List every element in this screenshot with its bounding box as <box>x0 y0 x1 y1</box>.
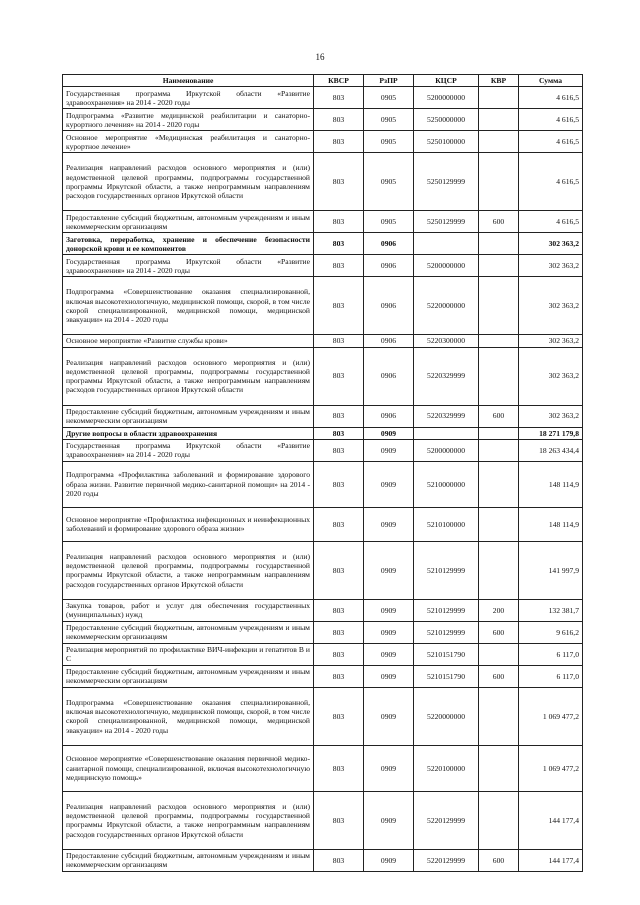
cell-name: Государственная программа Иркутской области «Развитие здравоохранения» на 2014 - 2020 годы <box>63 87 314 109</box>
cell-name: Реализация направлений расходов основного мероприятия и (или) ведомственной целевой программы, подпрограммы государственной программы Иркутской области, а также непрограммным направлениям расходов государственных органов Иркутской области <box>63 541 314 599</box>
cell-kvr <box>479 427 519 439</box>
cell-kvsr: 803 <box>314 131 364 153</box>
cell-name: Предоставление субсидий бюджетным, автономным учреждениям и иным некоммерческим организациям <box>63 621 314 643</box>
cell-kcsr: 5210100000 <box>414 507 479 541</box>
cell-kvr <box>479 347 519 405</box>
cell-sum: 144 177,4 <box>519 849 583 871</box>
cell-kvr <box>479 643 519 665</box>
header-kvsr: КВСР <box>314 75 364 87</box>
cell-rzpr: 0906 <box>364 347 414 405</box>
cell-kcsr: 5210151790 <box>414 665 479 687</box>
cell-kvsr: 803 <box>314 791 364 849</box>
cell-rzpr: 0905 <box>364 153 414 211</box>
cell-sum: 132 381,7 <box>519 599 583 621</box>
cell-rzpr: 0909 <box>364 541 414 599</box>
cell-kvr <box>479 277 519 335</box>
cell-sum: 4 616,5 <box>519 153 583 211</box>
cell-kvsr: 803 <box>314 745 364 791</box>
cell-kcsr: 5220000000 <box>414 277 479 335</box>
cell-kcsr: 5220329999 <box>414 405 479 427</box>
table-row <box>63 507 583 541</box>
cell-kvr <box>479 439 519 461</box>
cell-name: Предоставление субсидий бюджетным, автономным учреждениям и иным некоммерческим организациям <box>63 665 314 687</box>
cell-kcsr: 5250000000 <box>414 109 479 131</box>
cell-sum: 9 616,2 <box>519 621 583 643</box>
table-row <box>63 131 583 153</box>
cell-kvr <box>479 233 519 255</box>
table-row <box>63 153 583 211</box>
table-row <box>63 745 583 791</box>
cell-name: Реализация направлений расходов основного мероприятия и (или) ведомственной целевой программы, подпрограммы государственной программы Иркутской области, а также непрограммным направлениям расходов государственных органов Иркутской области <box>63 791 314 849</box>
table-row <box>63 233 583 255</box>
cell-sum: 144 177,4 <box>519 791 583 849</box>
cell-rzpr: 0909 <box>364 643 414 665</box>
cell-name: Государственная программа Иркутской области «Развитие здравоохранения» на 2014 - 2020 годы <box>63 255 314 277</box>
cell-kvsr: 803 <box>314 335 364 347</box>
cell-kvsr: 803 <box>314 687 364 745</box>
table-header-row <box>63 75 583 87</box>
cell-kvr: 600 <box>479 621 519 643</box>
cell-name: Подпрограмма «Совершенствование оказания специализированной, включая высокотехнологичную, медицинской помощи, скорой, в том числе скорой специализированной, медицинской помощи, медицинской эвакуации» на 2014 - 2020 годы <box>63 687 314 745</box>
cell-kvsr: 803 <box>314 599 364 621</box>
cell-rzpr: 0909 <box>364 791 414 849</box>
cell-rzpr: 0909 <box>364 665 414 687</box>
cell-rzpr: 0905 <box>364 131 414 153</box>
cell-kvsr: 803 <box>314 347 364 405</box>
cell-kvsr: 803 <box>314 405 364 427</box>
cell-kvr <box>479 335 519 347</box>
cell-kvsr: 803 <box>314 461 364 507</box>
header-rzpr: РзПР <box>364 75 414 87</box>
cell-kvr <box>479 461 519 507</box>
cell-sum: 4 616,5 <box>519 131 583 153</box>
table-row <box>63 255 583 277</box>
cell-name: Реализация направлений расходов основного мероприятия и (или) ведомственной целевой программы, подпрограммы государственной программы Иркутской области, а также непрограммным направлениям расходов государственных органов Иркутской области <box>63 153 314 211</box>
cell-kcsr: 5250100000 <box>414 131 479 153</box>
cell-name: Предоставление субсидий бюджетным, автономным учреждениям и иным некоммерческим организациям <box>63 405 314 427</box>
cell-kcsr: 5220129999 <box>414 791 479 849</box>
cell-kvr <box>479 507 519 541</box>
cell-name: Основное мероприятие «Развитие службы крови» <box>63 335 314 347</box>
cell-name: Подпрограмма «Профилактика заболеваний и формирование здорового образа жизни. Развитие первичной медико-санитарной помощи» на 2014 - 2020 годы <box>63 461 314 507</box>
cell-kcsr: 5210151790 <box>414 643 479 665</box>
cell-kvsr: 803 <box>314 277 364 335</box>
table-row <box>63 599 583 621</box>
cell-kvr <box>479 153 519 211</box>
cell-rzpr: 0909 <box>364 745 414 791</box>
cell-sum: 148 114,9 <box>519 461 583 507</box>
cell-rzpr: 0909 <box>364 427 414 439</box>
header-name: Наименование <box>63 75 314 87</box>
table-row <box>63 427 583 439</box>
cell-kcsr: 5220100000 <box>414 745 479 791</box>
cell-rzpr: 0909 <box>364 849 414 871</box>
cell-kvr <box>479 745 519 791</box>
cell-kvsr: 803 <box>314 109 364 131</box>
cell-kcsr: 5250129999 <box>414 211 479 233</box>
cell-kcsr: 5200000000 <box>414 439 479 461</box>
cell-kcsr: 5220000000 <box>414 687 479 745</box>
cell-sum: 18 271 179,8 <box>519 427 583 439</box>
cell-kvsr: 803 <box>314 153 364 211</box>
cell-kvr: 600 <box>479 665 519 687</box>
cell-name: Государственная программа Иркутской области «Развитие здравоохранения» на 2014 - 2020 годы <box>63 439 314 461</box>
cell-kvsr: 803 <box>314 621 364 643</box>
cell-name: Основное мероприятие «Профилактика инфекционных и неинфекционных заболеваний и формирование здорового образа жизни» <box>63 507 314 541</box>
cell-kcsr: 5250129999 <box>414 153 479 211</box>
cell-kcsr: 5210129999 <box>414 599 479 621</box>
cell-rzpr: 0909 <box>364 507 414 541</box>
cell-kvsr: 803 <box>314 643 364 665</box>
cell-kvsr: 803 <box>314 439 364 461</box>
cell-kcsr <box>414 427 479 439</box>
table-row <box>63 665 583 687</box>
header-kvr: КВР <box>479 75 519 87</box>
page-number: 16 <box>315 52 325 62</box>
cell-sum: 1 069 477,2 <box>519 745 583 791</box>
cell-kvsr: 803 <box>314 507 364 541</box>
table-row <box>63 621 583 643</box>
cell-sum: 4 616,5 <box>519 211 583 233</box>
table-row <box>63 643 583 665</box>
table-row <box>63 335 583 347</box>
cell-kvsr: 803 <box>314 87 364 109</box>
cell-kvr <box>479 255 519 277</box>
budget-table <box>62 74 583 872</box>
cell-kcsr: 5200000000 <box>414 255 479 277</box>
cell-kvr <box>479 109 519 131</box>
cell-kvr <box>479 131 519 153</box>
table-row <box>63 791 583 849</box>
cell-kcsr: 5220300000 <box>414 335 479 347</box>
cell-kvr: 600 <box>479 211 519 233</box>
cell-kvr <box>479 791 519 849</box>
cell-name: Другие вопросы в области здравоохранения <box>63 427 314 439</box>
cell-rzpr: 0906 <box>364 233 414 255</box>
cell-kvsr: 803 <box>314 849 364 871</box>
cell-rzpr: 0909 <box>364 621 414 643</box>
cell-sum: 141 997,9 <box>519 541 583 599</box>
cell-rzpr: 0905 <box>364 109 414 131</box>
cell-name: Основное мероприятие «Совершенствование оказания первичной медико-санитарной помощи, специализированной, включая высокотехнологичную медицинскую помощь» <box>63 745 314 791</box>
cell-name: Предоставление субсидий бюджетным, автономным учреждениям и иным некоммерческим организациям <box>63 211 314 233</box>
cell-sum: 302 363,2 <box>519 335 583 347</box>
cell-rzpr: 0909 <box>364 599 414 621</box>
table-row <box>63 87 583 109</box>
cell-sum: 18 263 434,4 <box>519 439 583 461</box>
cell-rzpr: 0905 <box>364 87 414 109</box>
table-row <box>63 439 583 461</box>
cell-rzpr: 0909 <box>364 461 414 507</box>
cell-kvr <box>479 87 519 109</box>
cell-rzpr: 0909 <box>364 439 414 461</box>
cell-kvsr: 803 <box>314 541 364 599</box>
cell-sum: 302 363,2 <box>519 347 583 405</box>
table-row <box>63 461 583 507</box>
cell-kcsr: 5210000000 <box>414 461 479 507</box>
cell-sum: 148 114,9 <box>519 507 583 541</box>
table-row <box>63 541 583 599</box>
table-row <box>63 687 583 745</box>
cell-name: Реализация мероприятий по профилактике ВИЧ-инфекции и гепатитов В и С <box>63 643 314 665</box>
cell-kcsr <box>414 233 479 255</box>
cell-kcsr: 5210129999 <box>414 541 479 599</box>
cell-name: Подпрограмма «Совершенствование оказания специализированной, включая высокотехнологичную, медицинской помощи, скорой, в том числе скорой специализированной, медицинской помощи, медицинской эвакуации» на 2014 - 2020 годы <box>63 277 314 335</box>
cell-kvsr: 803 <box>314 211 364 233</box>
cell-kvr <box>479 541 519 599</box>
table-row <box>63 109 583 131</box>
cell-rzpr: 0906 <box>364 335 414 347</box>
cell-sum: 6 117,0 <box>519 665 583 687</box>
cell-kcsr: 5200000000 <box>414 87 479 109</box>
table-row <box>63 849 583 871</box>
table-row <box>63 277 583 335</box>
header-sum: Сумма <box>519 75 583 87</box>
cell-rzpr: 0906 <box>364 405 414 427</box>
cell-name: Реализация направлений расходов основного мероприятия и (или) ведомственной целевой программы, подпрограммы государственной программы Иркутской области, а также непрограммным направлениям расходов государственных органов Иркутской области <box>63 347 314 405</box>
table-row <box>63 405 583 427</box>
cell-kvsr: 803 <box>314 255 364 277</box>
cell-name: Подпрограмма «Развитие медицинской реабилитации и санаторно-курортного лечения» на 2014 - 2020 годы <box>63 109 314 131</box>
cell-sum: 302 363,2 <box>519 277 583 335</box>
table-row <box>63 211 583 233</box>
table-row <box>63 347 583 405</box>
cell-kvsr: 803 <box>314 665 364 687</box>
cell-name: Предоставление субсидий бюджетным, автономным учреждениям и иным некоммерческим организациям <box>63 849 314 871</box>
cell-sum: 6 117,0 <box>519 643 583 665</box>
cell-sum: 4 616,5 <box>519 109 583 131</box>
cell-name: Основное мероприятие «Медицинская реабилитация и санаторно-курортное лечение» <box>63 131 314 153</box>
cell-kvsr: 803 <box>314 233 364 255</box>
cell-sum: 302 363,2 <box>519 233 583 255</box>
cell-rzpr: 0906 <box>364 255 414 277</box>
cell-rzpr: 0909 <box>364 687 414 745</box>
cell-name: Заготовка, переработка, хранение и обеспечение безопасности донорской крови и ее компонентов <box>63 233 314 255</box>
cell-rzpr: 0905 <box>364 211 414 233</box>
cell-sum: 302 363,2 <box>519 405 583 427</box>
cell-sum: 302 363,2 <box>519 255 583 277</box>
cell-kcsr: 5220129999 <box>414 849 479 871</box>
cell-kcsr: 5220329999 <box>414 347 479 405</box>
cell-name: Закупка товаров, работ и услуг для обеспечения государственных (муниципальных) нужд <box>63 599 314 621</box>
cell-kvr <box>479 687 519 745</box>
cell-rzpr: 0906 <box>364 277 414 335</box>
header-kcsr: КЦСР <box>414 75 479 87</box>
cell-sum: 4 616,5 <box>519 87 583 109</box>
cell-kvr: 200 <box>479 599 519 621</box>
cell-kcsr: 5210129999 <box>414 621 479 643</box>
cell-sum: 1 069 477,2 <box>519 687 583 745</box>
cell-kvr: 600 <box>479 849 519 871</box>
cell-kvsr: 803 <box>314 427 364 439</box>
cell-kvr: 600 <box>479 405 519 427</box>
